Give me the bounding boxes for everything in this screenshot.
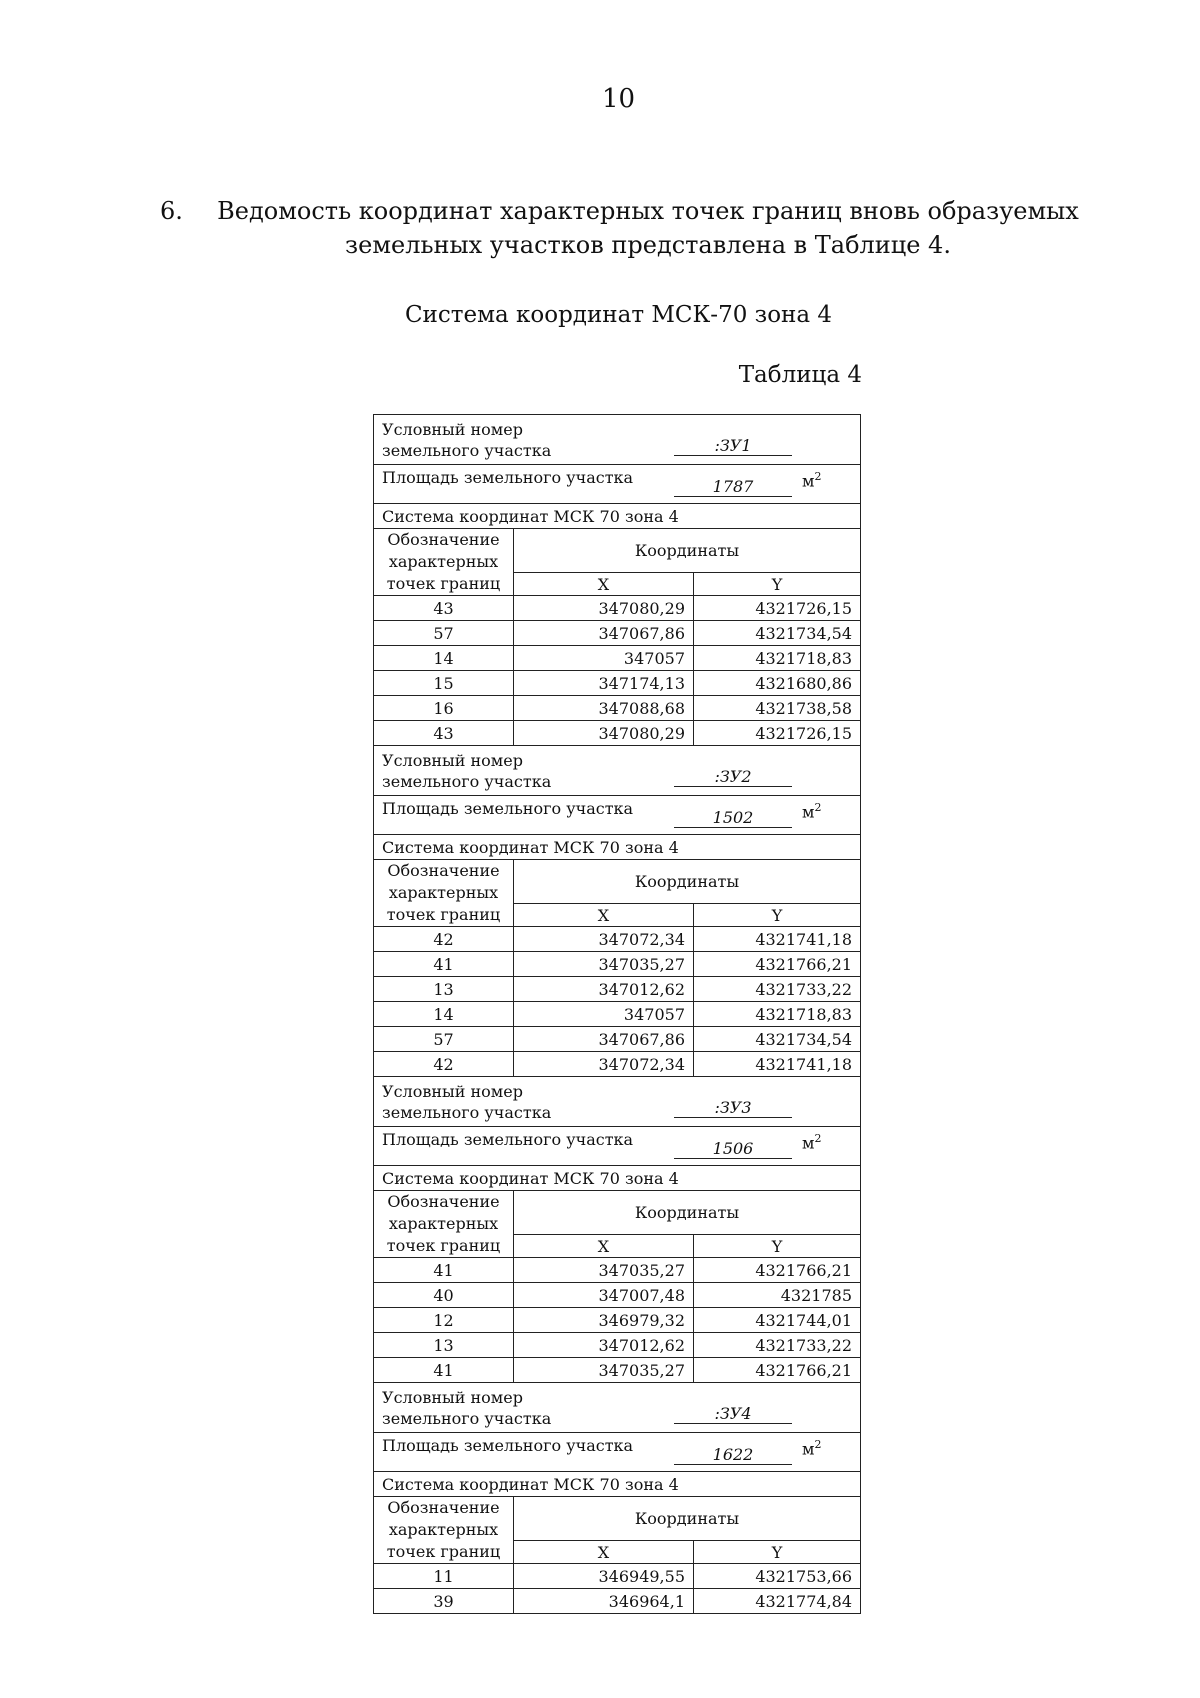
parcel-area-row [374,1433,861,1472]
point-name: 41 [374,1358,514,1383]
coord-system-row [374,835,861,860]
x-header: X [514,1541,694,1564]
parcel-area-cell [374,1433,861,1472]
table-row [374,696,861,721]
point-x: 347035,27 [514,952,694,977]
point-y: 4321738,58 [694,696,861,721]
header-row [374,1191,861,1235]
parcel-area-value: 1787 [674,478,792,497]
point-x: 346949,55 [514,1564,694,1589]
coord-system-cell: Система координат МСК 70 зона 4 [374,835,861,860]
point-x: 347080,29 [514,596,694,621]
parcel-number-label: Условный номер земельного участка [382,1081,552,1122]
point-x: 347067,86 [514,621,694,646]
point-y: 4321726,15 [694,596,861,621]
area-unit: $м^2$ [802,470,822,491]
coordinates-header: Координаты [514,1191,861,1235]
point-name: 57 [374,621,514,646]
point-x: 347012,62 [514,1333,694,1358]
parcel-id: :ЗУ3 [674,1099,792,1118]
table-row [374,1589,861,1614]
header-row [374,860,861,904]
parcel-number-row [374,1383,861,1433]
parcel-area-value: 1502 [674,809,792,828]
table-row [374,621,861,646]
point-name: 40 [374,1283,514,1308]
point-y: 4321766,21 [694,952,861,977]
point-y: 4321741,18 [694,927,861,952]
parcel-number-cell [374,746,861,796]
point-name: 15 [374,671,514,696]
point-name: 43 [374,721,514,746]
coord-system-title: Система координат МСК-70 зона 4 [404,302,833,328]
page-number: 10 [601,84,636,114]
table-row [374,1358,861,1383]
table-row [374,1052,861,1077]
point-x: 347035,27 [514,1358,694,1383]
point-x: 347012,62 [514,977,694,1002]
point-designation-header: Обозначение характерных точек границ [374,529,514,596]
parcel-area-row [374,1127,861,1166]
point-x: 347007,48 [514,1283,694,1308]
coord-system-row [374,1166,861,1191]
point-y: 4321774,84 [694,1589,861,1614]
parcel-number-row [374,415,861,465]
point-x: 347072,34 [514,1052,694,1077]
table-row [374,1027,861,1052]
parcel-number-row [374,746,861,796]
point-x: 347067,86 [514,1027,694,1052]
section-heading [160,194,1100,262]
point-y: 4321741,18 [694,1052,861,1077]
table-row [374,1258,861,1283]
y-header: Y [694,573,861,596]
point-x: 347035,27 [514,1258,694,1283]
table-label: Таблица 4 [738,362,862,388]
header-row [374,1497,861,1541]
section-number: 6. [160,197,183,225]
point-x: 346979,32 [514,1308,694,1333]
parcel-area-label: Площадь земельного участка [382,1436,634,1455]
parcel-number-cell [374,415,861,465]
point-name: 42 [374,927,514,952]
area-unit: $м^2$ [802,1132,822,1153]
parcel-area-cell [374,1127,861,1166]
x-header: X [514,1235,694,1258]
parcel-area-value: 1506 [674,1140,792,1159]
y-header: Y [694,904,861,927]
point-name: 43 [374,596,514,621]
point-y: 4321733,22 [694,977,861,1002]
table-row [374,952,861,977]
point-name: 39 [374,1589,514,1614]
coord-system-row [374,1472,861,1497]
parcel-number-label: Условный номер земельного участка [382,750,552,791]
point-y: 4321785 [694,1283,861,1308]
parcel-number-label: Условный номер земельного участка [382,419,552,460]
point-y: 4321744,01 [694,1308,861,1333]
point-y: 4321734,54 [694,1027,861,1052]
point-y: 4321726,15 [694,721,861,746]
parcel-id: :ЗУ2 [674,768,792,787]
parcel-number-label: Условный номер земельного участка [382,1387,552,1428]
point-x: 346964,1 [514,1589,694,1614]
table-row [374,927,861,952]
area-unit: $м^2$ [802,801,822,822]
point-designation-header: Обозначение характерных точек границ [374,1497,514,1564]
parcel-area-value: 1622 [674,1446,792,1465]
parcel-id: :ЗУ4 [674,1405,792,1424]
x-header: X [514,904,694,927]
coordinates-header: Координаты [514,529,861,573]
point-y: 4321718,83 [694,646,861,671]
point-name: 12 [374,1308,514,1333]
parcel-area-cell [374,465,861,504]
y-header: Y [694,1235,861,1258]
point-name: 42 [374,1052,514,1077]
point-y: 4321718,83 [694,1002,861,1027]
point-y: 4321766,21 [694,1358,861,1383]
section-text: Ведомость координат характерных точек границ вновь образуемых земельных участков представлена в Таблице 4. [217,197,1079,259]
coord-system-row [374,504,861,529]
coord-system-cell: Система координат МСК 70 зона 4 [374,504,861,529]
y-header: Y [694,1541,861,1564]
parcel-area-label: Площадь земельного участка [382,468,634,487]
point-y: 4321733,22 [694,1333,861,1358]
point-y: 4321680,86 [694,671,861,696]
parcel-area-label: Площадь земельного участка [382,799,634,818]
point-name: 11 [374,1564,514,1589]
point-name: 14 [374,646,514,671]
point-x: 347072,34 [514,927,694,952]
table-row [374,1308,861,1333]
point-x: 347057 [514,646,694,671]
parcel-area-row [374,465,861,504]
point-y: 4321753,66 [694,1564,861,1589]
point-designation-header: Обозначение характерных точек границ [374,1191,514,1258]
x-header: X [514,573,694,596]
coordinates-header: Координаты [514,1497,861,1541]
table-row [374,1002,861,1027]
point-designation-header: Обозначение характерных точек границ [374,860,514,927]
point-name: 16 [374,696,514,721]
point-name: 57 [374,1027,514,1052]
parcel-number-cell [374,1077,861,1127]
point-name: 41 [374,952,514,977]
point-x: 347080,29 [514,721,694,746]
table-row [374,977,861,1002]
table-row [374,646,861,671]
point-y: 4321734,54 [694,621,861,646]
header-row [374,529,861,573]
coord-system-cell: Система координат МСК 70 зона 4 [374,1166,861,1191]
table-row [374,1333,861,1358]
table-row [374,596,861,621]
parcel-area-row [374,796,861,835]
parcel-area-label: Площадь земельного участка [382,1130,634,1149]
point-x: 347174,13 [514,671,694,696]
point-name: 14 [374,1002,514,1027]
point-x: 347057 [514,1002,694,1027]
parcel-id: :ЗУ1 [674,437,792,456]
parcel-area-cell [374,796,861,835]
table-row [374,1283,861,1308]
area-unit: $м^2$ [802,1438,822,1459]
point-name: 13 [374,1333,514,1358]
point-name: 41 [374,1258,514,1283]
table-row [374,1564,861,1589]
coord-system-cell: Система координат МСК 70 зона 4 [374,1472,861,1497]
coordinates-header: Координаты [514,860,861,904]
parcel-number-cell [374,1383,861,1433]
point-y: 4321766,21 [694,1258,861,1283]
point-name: 13 [374,977,514,1002]
table-row [374,671,861,696]
parcels-table [373,414,861,1614]
table-row [374,721,861,746]
point-x: 347088,68 [514,696,694,721]
parcel-number-row [374,1077,861,1127]
